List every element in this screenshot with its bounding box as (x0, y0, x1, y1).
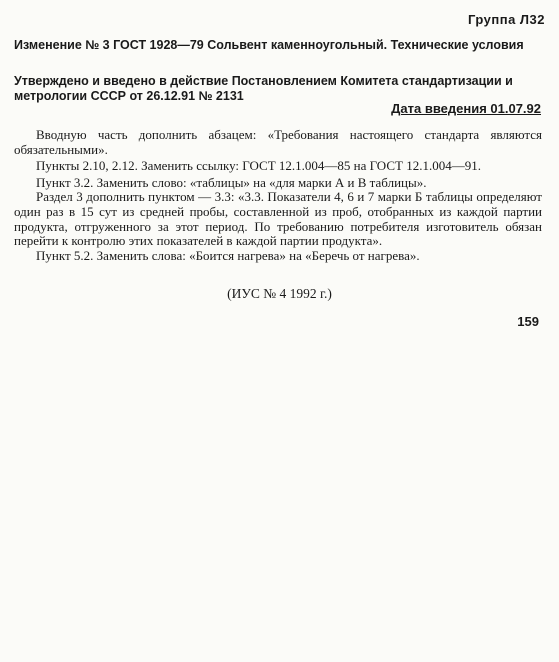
introduction-date: Дата введения 01.07.92 (391, 101, 541, 116)
amendment-title: Изменение № 3 ГОСТ 1928—79 Сольвент каменноугольный. Технические условия (14, 38, 524, 52)
paragraph: Пункт 3.2. Заменить слово: «таблицы» на «для марки А и В таблицы». (36, 174, 427, 190)
paragraph: Вводную часть дополнить абзацем: «Требования настоящего стандарта являются обязательными». (14, 127, 542, 157)
paragraph: Пункты 2.10, 2.12. Заменить ссылку: ГОСТ 12.1.004—85 на ГОСТ 12.1.004—91. (36, 158, 481, 174)
page-number: 159 (517, 314, 539, 329)
source-reference: (ИУС № 4 1992 г.) (227, 286, 332, 301)
paragraph: Раздел 3 дополнить пунктом — 3.3: «3.3. Показатели 4, 6 и 7 марки Б таблицы определяют один раз в 15 сут из средней пробы, составленной из проб, отобранных из каждой партии продукта, отгруженного за этот период. По требованию потребителя изготовитель обязан перейти к контролю этих показателей в каждой партии продукта». (14, 189, 542, 249)
group-code: Группа Л32 (467, 12, 545, 27)
approval-statement: Утверждено и введено в действие Постановлением Комитета стандартизации и метрологии СССР от 26.12.91 № 2131 (14, 74, 513, 103)
paragraph: Пункт 5.2. Заменить слова: «Боится нагрева» на «Беречь от нагрева». (36, 247, 420, 263)
amendment-body (14, 128, 542, 263)
